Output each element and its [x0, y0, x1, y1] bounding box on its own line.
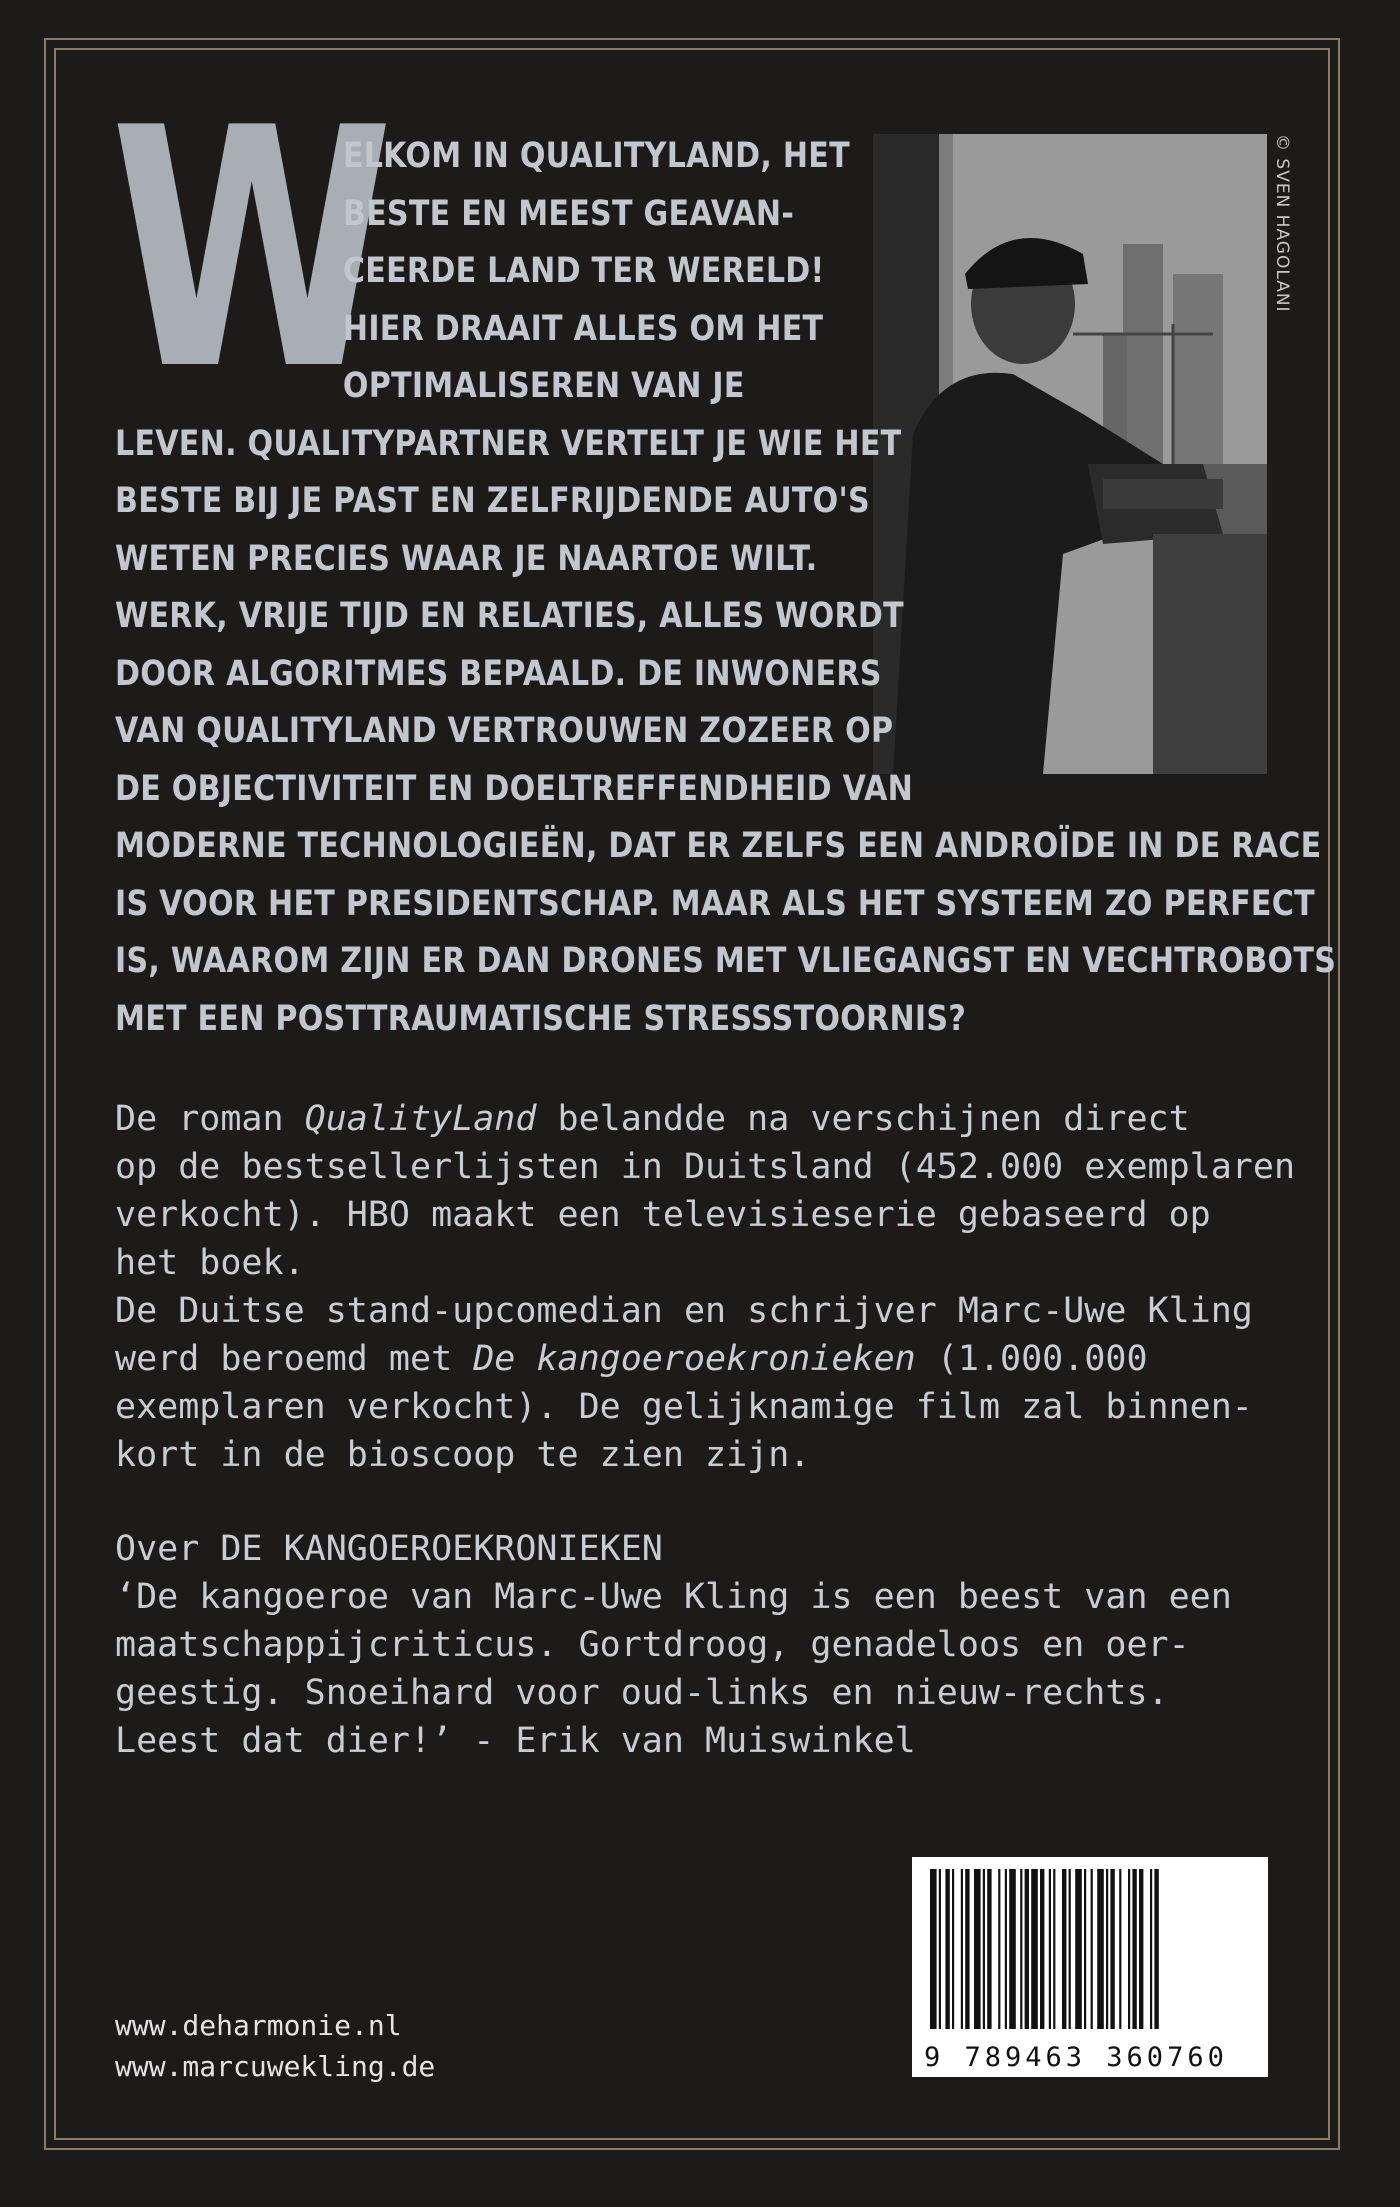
barcode-bar — [1132, 1869, 1136, 2029]
blurb-line: MET EEN POSTTRAUMATISCHE STRESSSTOORNIS? — [115, 998, 967, 1039]
barcode-bar — [1091, 1869, 1093, 2029]
barcode-bar — [1025, 1869, 1029, 2029]
barcode-bar — [1128, 1869, 1130, 2029]
blurb-line: DOOR ALGORITMES BEPAALD. DE INWONERS — [115, 653, 882, 694]
barcode-bar — [939, 1869, 941, 2029]
quote-line: maatschappijcriticus. Gortdroog, genadeloos en oer- — [115, 1625, 1190, 1665]
blurb-line: WETEN PRECIES WAAR JE NAARTOE WILT. — [115, 538, 818, 579]
blurb-line: DE OBJECTIVITEIT EN DOELTREFFENDHEID VAN — [115, 768, 914, 809]
author-url[interactable]: www.marcuwekling.de — [115, 2050, 436, 2083]
barcode-bar — [1049, 1869, 1051, 2029]
description-line: verkocht). HBO maakt een televisieserie gebaseerd op — [115, 1195, 1211, 1235]
barcode-bar — [1150, 1869, 1152, 2029]
text-run: De roman — [115, 1099, 305, 1139]
description-line — [115, 1095, 1295, 1143]
barcode-bar — [1009, 1869, 1016, 2029]
barcode-bar — [1097, 1869, 1104, 2029]
website-links — [115, 2005, 435, 2087]
blurb-line: IS, WAAROM ZIJN ER DAN DRONES MET VLIEGANGST EN VECHTROBOTS — [115, 941, 1337, 981]
blurb-line: WERK, VRIJE TIJD EN RELATIES, ALLES WORDT — [115, 596, 904, 636]
quote-line: geestig. Snoeihard voor oud-links en nieuw-rechts. — [115, 1673, 1169, 1713]
barcode-bar — [1110, 1869, 1114, 2029]
publisher-url[interactable]: www.deharmonie.nl — [115, 2009, 402, 2042]
barcode-bar — [1106, 1869, 1108, 2029]
barcode-bar — [1031, 1869, 1038, 2029]
blurb-line: ELKOM IN QUALITYLAND, HET — [342, 136, 850, 176]
barcode-bar — [1062, 1869, 1066, 2029]
drop-cap: W — [110, 58, 387, 442]
description-line: op de bestsellerlijsten in Duitsland (452.000 exemplaren — [115, 1147, 1296, 1187]
barcode-bars — [930, 1869, 1250, 2029]
blurb-line: HIER DRAAIT ALLES OM HET — [342, 308, 824, 349]
barcode-bar — [1069, 1869, 1071, 2029]
barcode-bar — [930, 1869, 937, 2029]
blurb-line: LEVEN. QUALITYPARTNER VERTELT JE WIE HET — [115, 423, 902, 464]
barcode-bar — [952, 1869, 954, 2029]
isbn-number: 9 789463 360760 — [924, 2042, 1228, 2073]
barcode-bar — [1005, 1869, 1007, 2029]
barcode-bar — [1119, 1869, 1121, 2029]
barcode-bar — [1053, 1869, 1055, 2029]
blurb-line: MODERNE TECHNOLOGIEËN, DAT ER ZELFS EEN ANDROÏDE IN DE RACE — [115, 826, 1322, 866]
barcode-bar — [1154, 1869, 1158, 2029]
book-title-qualityland: QualityLand — [304, 1099, 537, 1139]
barcode-bar — [1040, 1869, 1044, 2029]
barcode-bar — [998, 1869, 1000, 2029]
description-line: kort in de bioscoop te zien zijn. — [115, 1435, 811, 1475]
barcode-bar — [1020, 1869, 1022, 2029]
blurb-line: VAN QUALITYLAND VERTROUWEN ZOZEER OP — [115, 711, 894, 751]
quote-line: ‘De kangoeroe van Marc-Uwe Kling is een beest van een — [115, 1577, 1232, 1617]
barcode-bar — [1084, 1869, 1086, 2029]
text-run: werd beroemd met — [115, 1339, 474, 1379]
blurb-line: IS VOOR HET PRESIDENTSCHAP. MAAR ALS HET SYSTEEM ZO PERFECT — [115, 883, 1315, 924]
blurb-line: OPTIMALISEREN VAN JE — [342, 366, 745, 406]
quote-line: Leest dat dier!’ - Erik van Muiswinkel — [115, 1721, 916, 1761]
quote-heading: Over DE KANGOEROEKRONIEKEN — [115, 1529, 663, 1569]
review-quote — [115, 1525, 1295, 1765]
description-line: exemplaren verkocht). De gelijknamige film zal binnen- — [115, 1387, 1253, 1427]
description-paragraphs — [115, 1095, 1295, 1479]
description-line: De Duitse stand-upcomedian en schrijver Marc-Uwe Kling — [115, 1291, 1253, 1331]
barcode-bar — [974, 1869, 981, 2029]
photo-credit-text: © SVEN HAGOLANI — [1272, 134, 1292, 313]
book-title-kangoeroekronieken: De kangoeroekronieken — [473, 1339, 916, 1379]
blurb-line: BESTE BIJ JE PAST EN ZELFRIJDENDE AUTO'S — [115, 481, 870, 521]
description-line: het boek. — [115, 1243, 305, 1283]
description-line — [115, 1335, 1295, 1383]
barcode-bar — [987, 1869, 991, 2029]
blurb-line: CEERDE LAND TER WERELD! — [342, 251, 825, 291]
barcode-bar — [945, 1869, 949, 2029]
text-run: (1.000.000 — [915, 1339, 1148, 1379]
text-run: belandde na verschijnen direct — [536, 1099, 1190, 1139]
barcode-bar — [983, 1869, 985, 2029]
barcode-bar — [1075, 1869, 1082, 2029]
barcode-bar — [965, 1869, 969, 2029]
photo-credit — [1272, 134, 1296, 334]
isbn-barcode — [912, 1857, 1268, 2077]
barcode-bar — [961, 1869, 963, 2029]
barcode-bar — [1139, 1869, 1143, 2029]
blurb-line: BESTE EN MEEST GEAVAN- — [342, 193, 795, 234]
